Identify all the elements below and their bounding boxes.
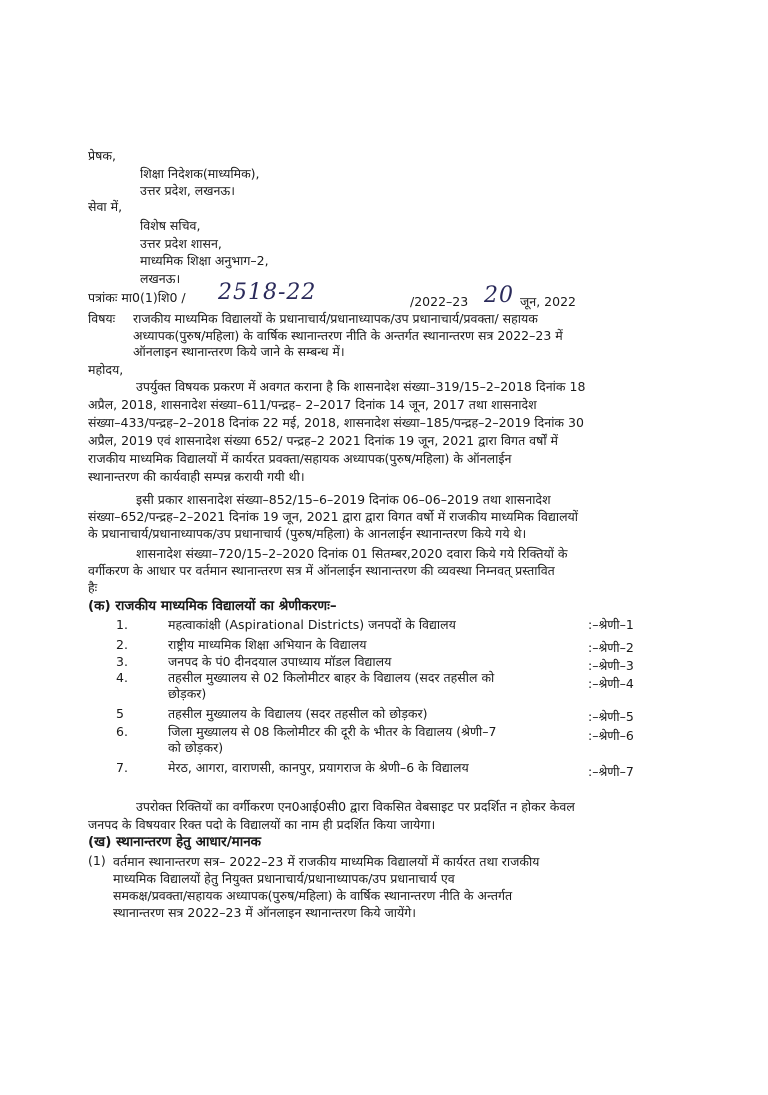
paragraph-line: इसी प्रकार शासनादेश संख्या–852/15–6–2019 दिनांक 06–06–2019 तथा शासनादेश bbox=[136, 492, 551, 507]
category-text: मेरठ, आगरा, वाराणसी, कानपुर, प्रयागराज के श्रेणी–6 के विद्यालय bbox=[168, 760, 469, 775]
paragraph-line: शासनादेश संख्या–720/15–2–2020 दिनांक 01 सितम्बर,2020 दवारा किये गये रिक्तियों के bbox=[136, 546, 568, 561]
paragraph-line: उपरोक्त रिक्तियों का वर्गीकरण एन0आई0सी0 द्वारा विकसित वेबसाइट पर प्रदर्शित न होकर केवल bbox=[136, 799, 575, 814]
paragraph-4 bbox=[88, 798, 673, 834]
recipient-line-3: माध्यमिक शिक्षा अनुभाग–2, bbox=[140, 253, 269, 268]
recipient-line-2: उत्तर प्रदेश शासन, bbox=[140, 236, 222, 251]
point-line: समकक्ष/प्रवक्ता/सहायक अध्यापक(पुरुष/महिला) के वार्षिक स्थानान्तरण नीति के अन्तर्गत bbox=[113, 888, 513, 903]
letter-ref-year: /2022–23 bbox=[410, 294, 469, 309]
category-row bbox=[116, 724, 676, 758]
recipient-label: सेवा में, bbox=[88, 199, 123, 214]
point-line: स्थानान्तरण सत्र 2022–23 में ऑनलाइन स्थानान्तरण किये जायेंगे। bbox=[113, 905, 417, 920]
subject-line: राजकीय माध्यमिक विद्यालयों के प्रधानाचार्य/प्रधानाध्यापक/उप प्रधानाचार्य/प्रवक्ता/ सहायक bbox=[133, 311, 538, 326]
category-code: :–श्रेणी–2 bbox=[588, 640, 634, 655]
subject-label: विषयः bbox=[88, 311, 116, 326]
category-code: :–श्रेणी–7 bbox=[588, 764, 634, 779]
category-number: 2. bbox=[116, 637, 128, 652]
paragraph-line: अप्रैल, 2019 एवं शासनादेश संख्या 652/ पन्द्रह–2 2021 दिनांक 19 जून, 2021 द्वारा विगत वर्षों में bbox=[88, 433, 559, 448]
section-k-heading: (क) राजकीय माध्यमिक विद्यालयों का श्रेणीकरणः– bbox=[88, 598, 337, 614]
paragraph-line: अप्रैल, 2018, शासनादेश संख्या–611/पन्द्रह– 2–2017 दिनांक 14 जून, 2017 तथा शासनादेश bbox=[88, 397, 537, 412]
category-code: :–श्रेणी–3 bbox=[588, 658, 634, 673]
handwritten-letter-number: 2518-22 bbox=[218, 280, 317, 305]
subject-text bbox=[133, 311, 673, 361]
paragraph-line: राजकीय माध्यमिक विद्यालयों में कार्यरत प्रवक्ता/सहायक अध्यापक(पुरुष/महिला) के ऑनलाईन bbox=[88, 451, 512, 466]
category-number: 4. bbox=[116, 670, 128, 685]
category-code: :–श्रेणी–5 bbox=[588, 709, 634, 724]
recipient-line-4: लखनऊ। bbox=[140, 271, 181, 286]
category-code: :–श्रेणी–1 bbox=[588, 617, 634, 632]
category-text: राष्ट्रीय माध्यमिक शिक्षा अभियान के विद्यालय bbox=[168, 637, 367, 652]
category-number: 5 bbox=[116, 706, 124, 721]
subject-line: अध्यापक(पुरुष/महिला) के वार्षिक स्थानान्तरण नीति के अन्तर्गत स्थानान्तरण सत्र 2022–23 में bbox=[133, 327, 563, 343]
paragraph-line: के प्रधानाचार्य/प्रधानाध्यापक/उप प्रधानाचार्य (पुरुष/महिला) के आनलाईन स्थानान्तरण किये गये थे। bbox=[88, 526, 527, 541]
category-text: महत्वाकांक्षी (Aspirational Districts) जनपदों के विद्यालय bbox=[168, 617, 456, 632]
category-code: :–श्रेणी–6 bbox=[588, 728, 634, 743]
paragraph-line: संख्या–652/पन्द्रह–2–2021 दिनांक 19 जून, 2021 द्वारा द्वारा विगत वर्षो में राजकीय माध्यमिक विद्यालयों bbox=[88, 509, 579, 524]
point-line: माध्यमिक विद्यालयों हेतु नियुक्त प्रधानाचार्य/प्रधानाध्यापक/उप प्रधानाचार्य एव bbox=[113, 871, 455, 886]
paragraph-line: संख्या–433/पन्द्रह–2–2018 दिनांक 22 मई, 2018, शासनादेश संख्या–185/पन्द्रह–2–2019 दिनांक 30 bbox=[88, 415, 584, 430]
category-number: 1. bbox=[116, 617, 128, 632]
category-row bbox=[116, 617, 676, 635]
category-row bbox=[116, 706, 676, 724]
category-code: :–श्रेणी–4 bbox=[588, 676, 634, 691]
point-number: (1) bbox=[88, 853, 106, 868]
paragraph-line: हैः bbox=[88, 580, 98, 595]
subject-line: ऑनलाइन स्थानान्तरण किये जाने के सम्बन्ध में। bbox=[133, 344, 345, 359]
paragraph-1 bbox=[88, 378, 673, 486]
paragraph-2 bbox=[88, 491, 673, 542]
category-number: 7. bbox=[116, 760, 128, 775]
category-text: तहसील मुख्यालय से 02 किलोमीटर बाहर के विद्यालय (सदर तहसील को छोड़कर) bbox=[168, 670, 495, 701]
category-text: जिला मुख्यालय से 08 किलोमीटर की दूरी के भीतर के विद्यालय (श्रेणी–7 को छोड़कर) bbox=[168, 724, 497, 755]
point-line: वर्तमान स्थानान्तरण सत्र– 2022–23 में राजकीय माध्यमिक विद्यालयों में कार्यरत तथा राजकीय bbox=[113, 854, 540, 869]
letter-date-rest: जून, 2022 bbox=[520, 294, 576, 309]
recipient-line-1: विशेष सचिव, bbox=[140, 218, 201, 233]
category-row bbox=[116, 637, 676, 655]
salutation: महोदय, bbox=[88, 362, 124, 377]
paragraph-3 bbox=[88, 545, 673, 596]
letter-ref-prefix: पत्रांकः मा0(1)शि0 / bbox=[88, 290, 186, 305]
paragraph-line: जनपद के विषयवार रिक्त पदो के विद्यालयों का नाम ही प्रदर्शित किया जायेगा। bbox=[88, 817, 436, 832]
paragraph-line: उपर्युक्त विषयक प्रकरण में अवगत कराना है कि शासनादेश संख्या–319/15–2–2018 दिनांक 18 bbox=[136, 379, 586, 394]
handwritten-date-day: 20 bbox=[484, 283, 514, 308]
sender-line-2: उत्तर प्रदेश, लखनऊ। bbox=[140, 183, 235, 198]
section-kh-heading: (ख) स्थानान्तरण हेतु आधार/मानक bbox=[88, 834, 262, 850]
category-number: 6. bbox=[116, 724, 128, 739]
category-row bbox=[116, 760, 676, 778]
category-text: तहसील मुख्यालय के विद्यालय (सदर तहसील को छोड़कर) bbox=[168, 706, 428, 721]
category-row bbox=[116, 670, 676, 704]
paragraph-line: वर्गीकरण के आधार पर वर्तमान स्थानान्तरण सत्र में ऑनलाईन स्थानान्तरण की व्यवस्था निम्नवत् प्रस्तावित bbox=[88, 563, 555, 578]
sender-line-1: शिक्षा निदेशक(माध्यमिक), bbox=[140, 166, 260, 181]
sender-label: प्रेषक, bbox=[88, 148, 116, 163]
category-text: जनपद के पं0 दीनदयाल उपाध्याय मॉडल विद्यालय bbox=[168, 654, 392, 669]
point-1-text bbox=[113, 853, 673, 921]
category-number: 3. bbox=[116, 654, 128, 669]
paragraph-line: स्थानान्तरण की कार्यवाही सम्पन्न करायी गयी थी। bbox=[88, 469, 305, 484]
